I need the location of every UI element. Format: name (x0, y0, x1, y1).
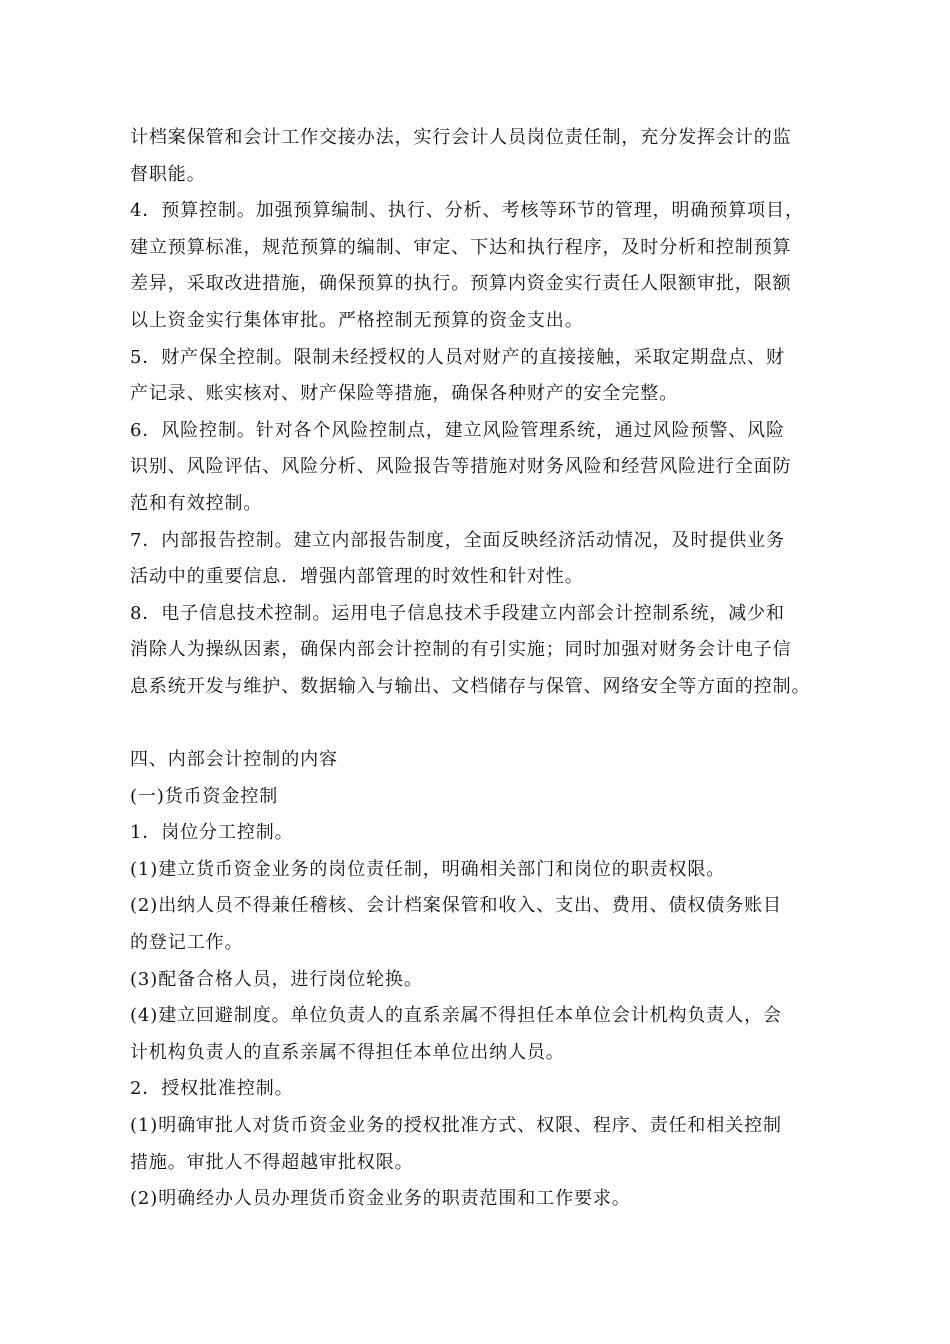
text-line: 2．授权批准控制。 (130, 1078, 294, 1100)
blank-line (130, 706, 830, 743)
text-line: (2)出纳人员不得兼任稽核、会计档案保管和收入、支出、费用、债权债务账目 (130, 895, 782, 917)
section-heading: 四、内部会计控制的内容 (130, 749, 338, 771)
text-line: 息系统开发与维护、数据输入与输出、文档储存与保管、网络安全等方面的控制。 (130, 675, 811, 697)
text-line: 以上资金实行集体审批。严格控制无预算的资金支出。 (130, 309, 584, 331)
text-line: 识别、风险评估、风险分析、风险报告等措施对财务风险和经营风险进行全面防 (130, 456, 792, 478)
text-line: (3)配备合格人员，进行岗位轮换。 (130, 968, 423, 990)
text-line: 措施。审批人不得超越审批权限。 (130, 1151, 414, 1173)
text-line: (1)明确审批人对货币资金业务的授权批准方式、权限、程序、责任和相关控制 (130, 1115, 782, 1137)
text-line: (1)建立货币资金业务的岗位责任制，明确相关部门和岗位的职责权限。 (130, 858, 726, 880)
text-line: 1．岗位分工控制。 (130, 822, 294, 844)
document-page (130, 120, 830, 1218)
text-line: 消除人为操纵因素，确保内部会计控制的有引实施；同时加强对财务会计电子信 (130, 639, 792, 661)
text-line: 计档案保管和会计工作交接办法，实行会计人员岗位责任制，充分发挥会计的监 (130, 127, 792, 148)
text-line: 6．风险控制。针对各个风险控制点，建立风险管理系统，通过风险预警、风险 (130, 419, 785, 441)
text-line: (4)建立回避制度。单位负责人的直系亲属不得担任本单位会计机构负责人，会 (130, 1005, 782, 1027)
text-line: 活动中的重要信息．增强内部管理的时效性和针对性。 (130, 566, 584, 588)
text-line: 督职能。 (130, 163, 206, 185)
text-line: 的登记工作。 (130, 932, 244, 954)
text-line: 计机构负责人的直系亲属不得担任本单位出纳人员。 (130, 1041, 565, 1063)
text-line: 7．内部报告控制。建立内部报告制度，全面反映经济活动情况，及时提供业务 (130, 529, 785, 551)
text-line: 范和有效控制。 (130, 492, 263, 514)
text-line: 5．财产保全控制。限制未经授权的人员对财产的直接接触，采取定期盘点、财 (130, 346, 785, 368)
subsection-heading: (一)货币资金控制 (130, 785, 279, 807)
text-line: 4．预算控制。加强预算编制、执行、分析、考核等环节的管理，明确预算项目， (130, 200, 804, 222)
text-line: 产记录、账实核对、财产保险等措施，确保各种财产的安全完整。 (130, 383, 679, 405)
text-line: 差异，采取改进措施，确保预算的执行。预算内资金实行责任人限额审批，限额 (130, 273, 792, 295)
text-line: 建立预算标准，规范预算的编制、审定、下达和执行程序，及时分析和控制预算 (130, 236, 792, 258)
text-line: (2)明确经办人员办理货币资金业务的职责范围和工作要求。 (130, 1188, 631, 1210)
text-line: 8．电子信息技术控制。运用电子信息技术手段建立内部会计控制系统，减少和 (130, 602, 785, 624)
